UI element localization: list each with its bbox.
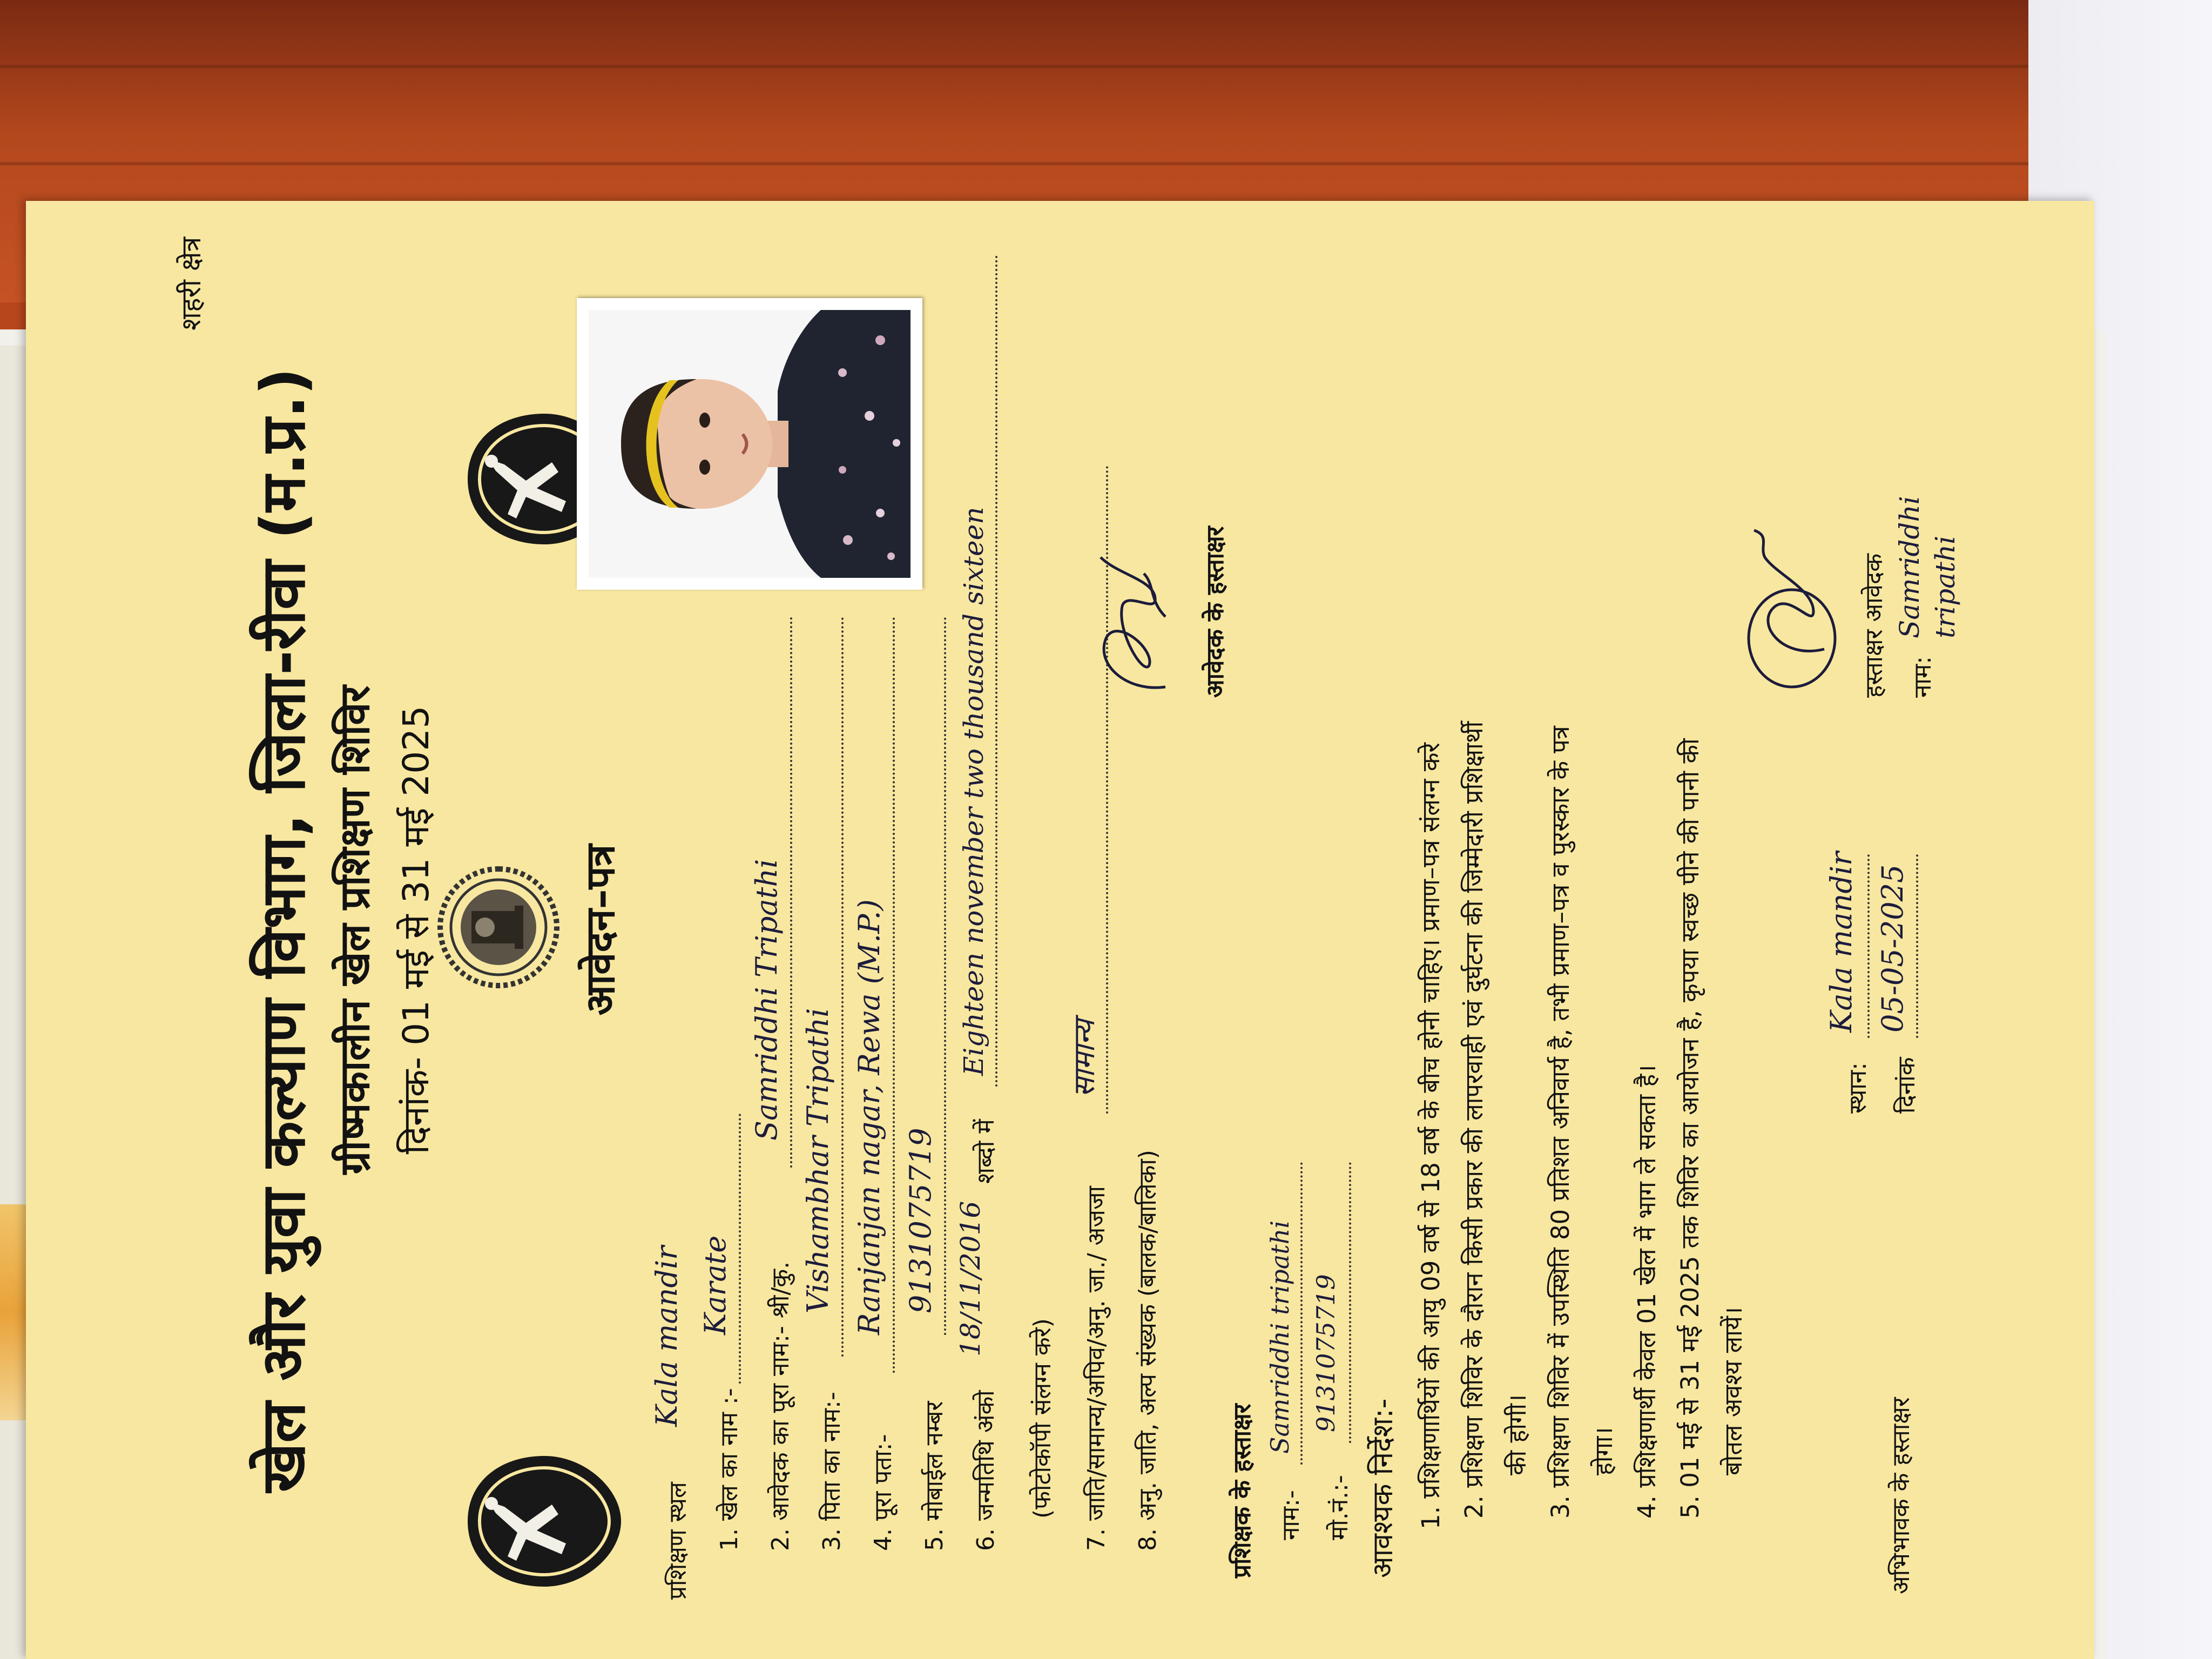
dob-label: 6. जन्मतिथि अंको — [972, 1390, 1000, 1551]
date-label: दिनांक — [1893, 1057, 1920, 1114]
mobile-label: 5. मोबाईल नम्बर — [921, 1401, 948, 1551]
camp-dates: दिनांक- 01 मई से 31 मई 2025 — [395, 705, 437, 1155]
dotted-line — [841, 617, 844, 1357]
dob-words-label: शब्दो में — [972, 1119, 1000, 1184]
trainer-mobile-value: 9131075719 — [1311, 1274, 1340, 1432]
dotted-line — [790, 617, 792, 1168]
applicant-name-label: 2. आवेदक का पूरा नाम:- श्री/कु. — [767, 1261, 794, 1551]
training-place-label: प्रशिक्षण स्थल — [664, 1482, 692, 1600]
instruction-line: होगा। — [1589, 1427, 1618, 1475]
dotted-line — [1300, 1162, 1303, 1465]
dotted-line — [739, 1114, 741, 1384]
applicant-signature-mark — [1084, 547, 1187, 698]
wood-grain — [0, 162, 2212, 165]
place-label: स्थान: — [1844, 1062, 1872, 1114]
department-title: खेल और युवा कल्याण विभाग, जिला-रीवा (म.प्र.) — [248, 367, 319, 1493]
address-label: 4. पूरा पता:- — [869, 1434, 897, 1551]
applicant-sign-footer-label: हस्ताक्षर आवेदक — [1860, 553, 1888, 698]
footer-name-value: Samriddhi tripathi — [1894, 496, 1961, 638]
applicant-name-value: Samriddhi Tripathi — [750, 859, 784, 1141]
applicant-photo — [577, 298, 922, 590]
instruction-line: 4. प्रशिक्षणार्थी केवल 01 खेल में भाग ले सकता है। — [1633, 1064, 1661, 1519]
guardian-sign-label: अभिभावक के हस्ताक्षर — [1887, 1397, 1915, 1594]
camp-title: ग्रीष्मकालीन खेल प्रशिक्षण शिविर — [331, 685, 379, 1175]
father-name-label: 3. पिता का नाम:- — [818, 1392, 846, 1551]
trainer-mobile-label: मो.नं.:- — [1326, 1475, 1353, 1540]
dotted-line — [1349, 1162, 1351, 1443]
dob-words-value: Eighteen november two thousand sixteen — [958, 507, 989, 1076]
instructions-title: आवश्यक निर्देश:- — [1367, 1398, 1399, 1578]
dotted-line — [944, 617, 946, 1335]
wood-grain — [0, 65, 2212, 68]
footer-name-label: नाम: — [1909, 656, 1937, 698]
date-value: 05-05-2025 — [1876, 864, 1910, 1033]
trainer-name-value: Samriddhi tripathi — [1265, 1220, 1294, 1454]
caste-label: 7. जाति/सामान्य/अपिव/अनु. जा./ अजजा — [1083, 1186, 1110, 1551]
instruction-line: की होगी। — [1503, 1394, 1532, 1475]
mobile-value: 9131075719 — [903, 1128, 938, 1313]
place-value: Kala mandir — [1824, 852, 1858, 1033]
trainer-sign-label: प्रशिक्षक के हस्ताक्षर — [1229, 1404, 1256, 1578]
form-title: आवेदन–पत्र — [577, 844, 624, 1016]
trainer-name-label: नाम:- — [1277, 1490, 1305, 1540]
applicant-sign-label: आवेदक के हस्ताक्षर — [1202, 526, 1229, 698]
sport-name-value: Karate — [698, 1235, 732, 1335]
dotted-line — [1867, 854, 1870, 1038]
minority-label: 8. अनु. जाति, अल्प संख्यक (बालक/बालिका) — [1134, 1150, 1162, 1551]
instruction-line: बोतल अवश्य लायें। — [1719, 1306, 1748, 1475]
applicant-signature-footer-mark — [1732, 520, 1851, 698]
urban-area-label: शहरी क्षेत्र — [176, 237, 207, 331]
dotted-line — [995, 255, 997, 1087]
application-form — [26, 201, 2094, 1659]
instruction-line: 1. प्रशिक्षणार्थियों की आयु 09 वर्ष से 18 वर्ष के बीच होनी चाहिए। प्रमाण–पत्र संलग्न करे — [1417, 743, 1445, 1529]
photo-note: (फोटोकॉपी संलग्न करे) — [1029, 1318, 1056, 1519]
instruction-line: 2. प्रशिक्षण शिविर के दौरान किसी प्रकार की लापरवाही एवं दुर्घटना की जिम्मेदारी प्रशिक्षार्थी — [1460, 721, 1488, 1519]
sport-name-label: 1. खेल का नाम :- — [716, 1388, 743, 1551]
training-place-value: Kala mandir — [650, 1246, 684, 1427]
address-value: Ranjanjan nagar, Rewa (M.P.) — [852, 899, 886, 1335]
father-name-value: Vishambhar Tripathi — [801, 1008, 835, 1313]
dob-digits-value: 18/11/2016 — [955, 1201, 986, 1357]
dotted-line — [1916, 854, 1918, 1038]
instruction-line: 5. 01 मई से 31 मई 2025 तक शिविर का आयोजन है, कृपया स्वच्छ पीने की पानी की — [1676, 738, 1704, 1519]
state-emblem-icon — [434, 865, 563, 989]
caste-value: सामान्य — [1067, 1019, 1101, 1097]
dotted-line — [893, 617, 895, 1373]
instruction-line: 3. प्रशिक्षण शिविर में उपस्थिति 80 प्रतिशत अनिवार्य है, तभी प्रमाण–पत्र व पुरस्कार के पत्र — [1546, 726, 1575, 1519]
